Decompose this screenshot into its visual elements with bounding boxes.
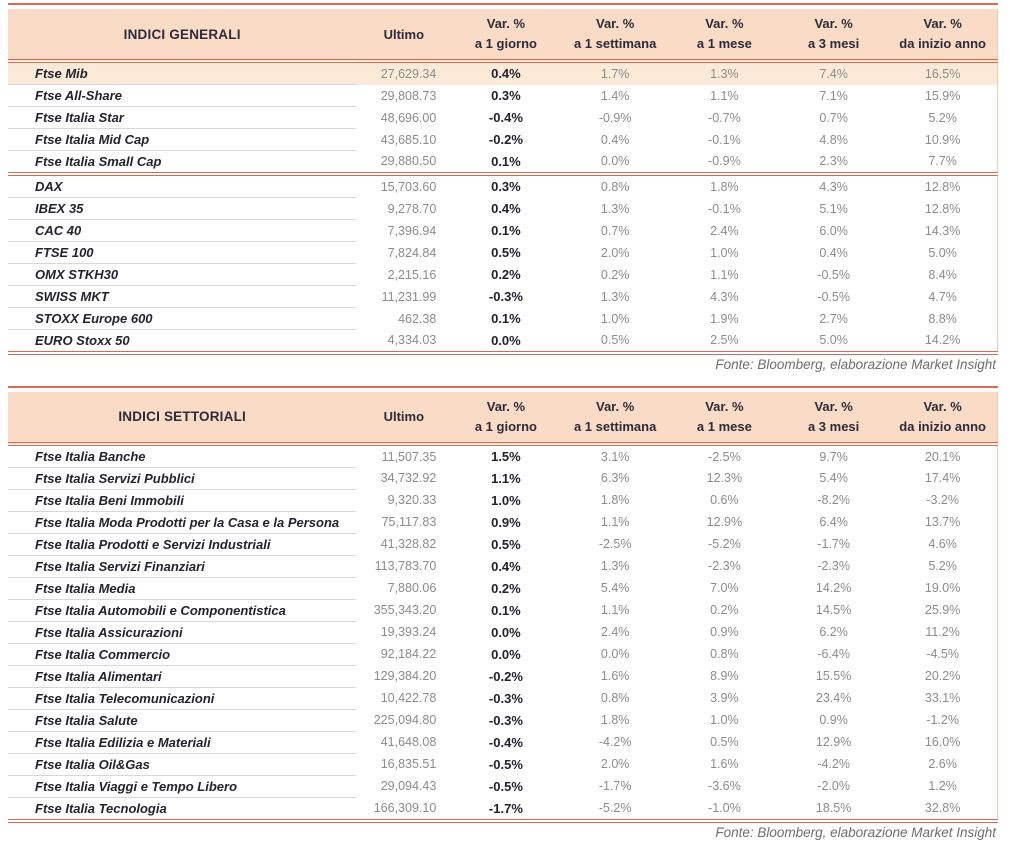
index-row: [8, 775, 998, 797]
var-label: Var. %: [486, 15, 526, 31]
var-1w-value: -1.7%: [598, 779, 632, 794]
var-3m-value: -8.2%: [817, 493, 850, 508]
index-name: Ftse Italia Mid Cap: [8, 129, 356, 151]
var-ytd-value: 20.1%: [924, 449, 961, 464]
index-row: [8, 599, 998, 621]
index-name: Ftse Italia Servizi Pubblici: [8, 467, 356, 489]
var-1w-value: 0.8%: [600, 179, 630, 194]
var-1d-value: 0.0%: [451, 330, 560, 354]
col-header-var-ytd: [888, 392, 997, 444]
index-row: [8, 797, 998, 821]
var-1d-value: -0.5%: [488, 778, 523, 794]
var-1d-value: -0.2%: [488, 132, 523, 147]
var-ytd-value: 8.8%: [928, 311, 957, 326]
var-ytd-value: 5.2%: [928, 559, 957, 574]
var-1w-value: 0.0%: [561, 151, 670, 175]
index-name: Ftse Italia Prodotti e Servizi Industriali: [8, 533, 356, 555]
last-value: 48,696.00: [380, 110, 437, 125]
period-label: a 1 mese: [696, 36, 752, 51]
last-value: 29,094.43: [380, 779, 437, 794]
var-1m-value: -3.6%: [708, 779, 741, 794]
var-1d-value: 1.1%: [491, 470, 521, 486]
var-1m-value: 1.1%: [710, 88, 739, 103]
index-row: [8, 577, 998, 599]
var-1d-value: 0.0%: [491, 646, 521, 662]
var-1m-value: 2.5%: [670, 330, 779, 354]
var-1m-value: -1.0%: [670, 797, 779, 821]
last-value: 75,117.83: [381, 515, 437, 530]
var-3m-value: 14.5%: [815, 603, 852, 618]
sector-indices-table: [8, 386, 998, 842]
var-3m-value: -4.2%: [817, 757, 850, 772]
var-1m-value: -0.1%: [708, 201, 741, 216]
index-row: [8, 242, 998, 264]
header-row: [8, 9, 998, 61]
col-header-var-3m: [779, 9, 888, 61]
var-1w-value: -4.2%: [598, 735, 632, 750]
index-name: Ftse Italia Banche: [8, 444, 356, 468]
var-ytd-value: 8.4%: [928, 267, 957, 282]
col-header-var-1w: [561, 392, 670, 444]
var-3m-value: 9.7%: [819, 449, 848, 464]
var-1m-value: -0.7%: [708, 110, 741, 125]
var-1w-value: 1.0%: [600, 311, 630, 326]
table-title: INDICI SETTORIALI: [8, 392, 356, 444]
var-ytd-value: 7.7%: [888, 151, 997, 175]
col-header-var-ytd: [888, 9, 997, 61]
period-label: da inizio anno: [899, 36, 986, 51]
last-value: 34,732.92: [380, 471, 437, 486]
var-1m-value: -2.5%: [708, 449, 741, 464]
var-1w-value: -5.2%: [561, 797, 670, 821]
var-3m-value: 7.4%: [779, 61, 888, 85]
col-header-ultimo: Ultimo: [356, 392, 451, 444]
var-3m-value: 6.2%: [819, 625, 848, 640]
index-row: [8, 665, 998, 687]
var-3m-value: 18.5%: [779, 797, 888, 821]
var-1d-value: -0.4%: [488, 734, 523, 750]
index-name: Ftse Italia Viaggi e Tempo Libero: [8, 775, 356, 797]
index-name: Ftse Italia Servizi Finanziari: [8, 555, 356, 577]
var-ytd-value: 4.7%: [928, 289, 957, 304]
last-value: 27,629.34: [356, 61, 451, 85]
index-name: Ftse Mib: [8, 61, 356, 85]
var-1d-value: 0.1%: [491, 602, 521, 618]
last-value: 41,648.08: [380, 735, 437, 750]
index-name: SWISS MKT: [8, 286, 356, 308]
col-header-var-1m: [670, 392, 779, 444]
var-ytd-value: 19.0%: [924, 581, 961, 596]
col-header-var-1m: [670, 9, 779, 61]
var-1m-value: 1.0%: [710, 245, 739, 260]
var-1w-value: 1.3%: [600, 289, 630, 304]
var-3m-value: 23.4%: [815, 691, 852, 706]
var-label: Var. %: [705, 398, 744, 414]
var-1m-value: 8.9%: [710, 669, 739, 684]
period-label: a 3 mesi: [807, 36, 860, 51]
last-value: 10,422.78: [380, 691, 437, 706]
var-3m-value: 7.1%: [819, 88, 848, 103]
last-value: 7,396.94: [387, 223, 437, 238]
index-row: [8, 511, 998, 533]
var-1w-value: 0.4%: [600, 132, 630, 147]
var-3m-value: 5.0%: [779, 330, 888, 354]
col-header-ultimo: Ultimo: [356, 9, 451, 61]
index-name: Ftse Italia Salute: [8, 709, 356, 731]
index-name: IBEX 35: [8, 198, 356, 220]
period-label: a 1 settimana: [573, 418, 657, 434]
var-1d-value: 0.5%: [491, 536, 521, 552]
var-ytd-value: 1.2%: [928, 779, 957, 794]
var-3m-value: -6.4%: [817, 647, 850, 662]
var-ytd-value: 14.2%: [888, 330, 997, 354]
var-1m-value: 3.9%: [710, 691, 739, 706]
general-indices-grid: [8, 9, 998, 355]
var-1w-value: 2.0%: [600, 757, 630, 772]
index-name: Ftse Italia Star: [8, 107, 356, 129]
col-header-var-3m: [779, 392, 888, 444]
var-3m-value: -2.3%: [817, 559, 850, 574]
var-1m-value: 0.2%: [710, 603, 739, 618]
last-value: 7,824.84: [387, 245, 437, 260]
general-indices-table: [8, 3, 998, 374]
last-value: 11,231.99: [381, 289, 437, 304]
var-3m-value: -0.5%: [817, 267, 850, 282]
index-name: Ftse Italia Media: [8, 577, 356, 599]
var-1w-value: 1.3%: [600, 559, 630, 574]
var-3m-value: 0.9%: [819, 713, 848, 728]
index-row: [8, 753, 998, 775]
period-label: a 1 giorno: [474, 36, 537, 51]
var-ytd-value: 12.8%: [924, 179, 961, 194]
var-ytd-value: 17.4%: [924, 471, 961, 486]
index-name: Ftse Italia Tecnologia: [8, 797, 356, 821]
var-ytd-value: 33.1%: [924, 691, 961, 706]
index-row: [8, 107, 998, 129]
var-ytd-value: 12.8%: [924, 201, 961, 216]
last-value: 355,343.20: [373, 603, 437, 618]
var-1w-value: 5.4%: [600, 581, 630, 596]
last-value: 11,507.35: [381, 449, 437, 464]
var-1d-value: 0.4%: [451, 61, 560, 85]
var-1d-value: -0.4%: [488, 110, 523, 125]
var-1w-value: 2.4%: [600, 625, 630, 640]
index-row: [8, 533, 998, 555]
index-name: OMX STKH30: [8, 264, 356, 286]
var-3m-value: 2.3%: [779, 151, 888, 175]
var-ytd-value: 20.2%: [924, 669, 961, 684]
var-ytd-value: -4.5%: [926, 647, 959, 662]
index-row: [8, 467, 998, 489]
var-1w-value: 1.4%: [600, 88, 630, 103]
source-note: Fonte: Bloomberg, elaborazione Market Insight: [715, 824, 996, 840]
index-name: Ftse Italia Automobili e Componentistica: [8, 599, 356, 621]
index-row: [8, 61, 998, 85]
var-1d-value: 0.1%: [451, 151, 560, 175]
source-note: Fonte: Bloomberg, elaborazione Market Insight: [715, 357, 996, 372]
var-1m-value: 0.9%: [710, 625, 739, 640]
index-name: Ftse Italia Commercio: [8, 643, 356, 665]
var-label: Var. %: [923, 398, 962, 414]
period-label: a 1 settimana: [573, 36, 657, 51]
var-label: Var. %: [595, 15, 635, 31]
var-ytd-value: 2.6%: [928, 757, 957, 772]
var-1m-value: -2.3%: [708, 559, 741, 574]
var-3m-value: 0.7%: [819, 110, 848, 125]
index-name: Ftse Italia Small Cap: [8, 151, 356, 175]
index-row: [8, 198, 998, 220]
index-name: Ftse Italia Moda Prodotti per la Casa e la Persona: [8, 511, 356, 533]
var-3m-value: 2.7%: [819, 311, 848, 326]
var-3m-value: 4.8%: [819, 132, 848, 147]
last-value: 19,393.24: [380, 625, 437, 640]
var-ytd-value: 11.2%: [925, 625, 960, 640]
index-row: [8, 687, 998, 709]
var-3m-value: 5.1%: [819, 201, 848, 216]
var-1m-value: 1.0%: [710, 713, 739, 728]
last-value: 129,384.20: [373, 669, 437, 684]
var-1m-value: -0.1%: [708, 132, 741, 147]
var-1d-value: 0.3%: [491, 88, 521, 103]
last-value: 7,880.06: [387, 581, 437, 596]
index-row: [8, 621, 998, 643]
last-value: 9,320.33: [387, 493, 437, 508]
last-value: 29,808.73: [380, 88, 437, 103]
last-value: 166,309.10: [356, 797, 451, 821]
period-label: a 1 giorno: [474, 418, 537, 434]
index-name: FTSE 100: [8, 242, 356, 264]
var-1w-value: -2.5%: [598, 537, 632, 552]
last-value: 29,880.50: [356, 151, 451, 175]
var-1w-value: 1.1%: [600, 515, 630, 530]
period-label: a 1 mese: [696, 418, 752, 434]
index-row: [8, 643, 998, 665]
var-3m-value: 15.5%: [815, 669, 852, 684]
last-value: 15,703.60: [380, 179, 437, 194]
var-1m-value: 1.9%: [710, 311, 739, 326]
var-1d-value: 0.3%: [491, 179, 521, 195]
var-ytd-value: 16.5%: [888, 61, 997, 85]
var-1m-value: 0.5%: [710, 735, 739, 750]
last-value: 16,835.51: [380, 757, 437, 772]
var-1d-value: 0.4%: [491, 201, 521, 216]
var-1m-value: 7.0%: [710, 581, 739, 596]
var-label: Var. %: [486, 398, 526, 414]
var-1d-value: 0.0%: [491, 624, 521, 640]
var-1w-value: 2.0%: [600, 245, 630, 260]
var-1m-value: 12.9%: [706, 515, 743, 530]
var-1m-value: 12.3%: [706, 471, 743, 486]
var-1w-value: 0.5%: [561, 330, 670, 354]
var-1d-value: -0.3%: [488, 289, 523, 304]
index-row: [8, 174, 998, 198]
last-value: 41,328.82: [380, 537, 437, 552]
var-1w-value: 1.8%: [600, 713, 630, 728]
var-1d-value: -0.3%: [488, 712, 523, 728]
index-row: [8, 330, 998, 354]
index-name: DAX: [8, 174, 356, 198]
var-ytd-value: 16.0%: [924, 735, 961, 750]
var-3m-value: 6.0%: [819, 223, 848, 238]
var-1d-value: 1.0%: [491, 492, 521, 508]
index-row: [8, 264, 998, 286]
var-ytd-value: 14.3%: [924, 223, 961, 238]
index-row: [8, 286, 998, 308]
var-label: Var. %: [814, 15, 853, 31]
col-header-var-1d: [451, 9, 560, 61]
var-1w-value: 1.8%: [600, 493, 630, 508]
sector-indices-grid: [8, 392, 998, 823]
var-ytd-value: 4.6%: [928, 537, 957, 552]
var-1d-value: 0.2%: [491, 580, 521, 596]
index-name: Ftse Italia Telecomunicazioni: [8, 687, 356, 709]
index-row: [8, 489, 998, 511]
index-name: STOXX Europe 600: [8, 308, 356, 330]
var-1w-value: 0.7%: [600, 223, 630, 238]
last-value: 9,278.70: [387, 201, 437, 216]
var-1d-value: 0.1%: [491, 311, 521, 326]
var-3m-value: -1.7%: [817, 537, 850, 552]
index-row: [8, 555, 998, 577]
var-3m-value: -2.0%: [817, 779, 850, 794]
index-row: [8, 709, 998, 731]
var-1w-value: 0.8%: [600, 691, 630, 706]
header-row: [8, 392, 998, 444]
index-row: [8, 151, 998, 175]
var-3m-value: -0.5%: [817, 289, 850, 304]
var-1d-value: -0.5%: [488, 756, 523, 772]
var-1w-value: 0.2%: [600, 267, 630, 282]
index-name: Ftse Italia Alimentari: [8, 665, 356, 687]
var-3m-value: 0.4%: [819, 245, 848, 260]
var-1d-value: 0.9%: [491, 514, 521, 530]
last-value: 92,184.22: [380, 647, 437, 662]
last-value: 2,215.16: [387, 267, 437, 282]
var-3m-value: 5.4%: [819, 471, 848, 486]
var-ytd-value: -3.2%: [926, 493, 959, 508]
var-1w-value: 1.7%: [561, 61, 670, 85]
period-label: a 3 mesi: [807, 418, 860, 434]
var-1w-value: 3.1%: [600, 449, 630, 464]
var-label: Var. %: [705, 15, 744, 31]
var-3m-value: 4.3%: [819, 179, 848, 194]
var-ytd-value: 5.2%: [928, 110, 957, 125]
var-1m-value: 1.8%: [710, 179, 739, 194]
col-header-var-1d: [451, 392, 560, 444]
index-name: Ftse Italia Beni Immobili: [8, 489, 356, 511]
var-ytd-value: 32.8%: [888, 797, 997, 821]
var-1w-value: 0.0%: [600, 647, 630, 662]
var-1d-value: 0.5%: [491, 245, 521, 260]
var-1m-value: -0.9%: [670, 151, 779, 175]
col-header-var-1w: [561, 9, 670, 61]
var-3m-value: 14.2%: [815, 581, 852, 596]
var-ytd-value: 25.9%: [924, 603, 961, 618]
var-ytd-value: 5.0%: [928, 245, 957, 260]
table-title: INDICI GENERALI: [8, 9, 356, 61]
var-label: Var. %: [814, 398, 853, 414]
index-row: [8, 220, 998, 242]
last-value: 225,094.80: [373, 713, 437, 728]
index-name: EURO Stoxx 50: [8, 330, 356, 354]
var-1w-value: 1.3%: [600, 201, 630, 216]
last-value: 43,685.10: [380, 132, 437, 147]
index-name: Ftse All-Share: [8, 85, 356, 107]
var-1d-value: -0.2%: [488, 668, 523, 684]
var-1d-value: 0.1%: [491, 223, 521, 238]
period-label: da inizio anno: [899, 418, 986, 434]
var-1m-value: -5.2%: [708, 537, 741, 552]
var-1w-value: 1.1%: [600, 603, 630, 618]
var-1m-value: 1.1%: [710, 267, 739, 282]
var-1d-value: 1.5%: [491, 449, 521, 465]
var-3m-value: 12.9%: [815, 735, 852, 750]
index-name: Ftse Italia Oil&Gas: [8, 753, 356, 775]
last-value: 462.38: [398, 311, 437, 326]
index-name: Ftse Italia Edilizia e Materiali: [8, 731, 356, 753]
var-ytd-value: 13.7%: [924, 515, 961, 530]
var-1m-value: 2.4%: [710, 223, 739, 238]
last-value: 113,783.70: [374, 559, 437, 574]
var-3m-value: 6.4%: [819, 515, 848, 530]
var-label: Var. %: [923, 15, 962, 31]
var-label: Var. %: [595, 398, 635, 414]
var-1m-value: 0.6%: [710, 493, 739, 508]
last-value: 4,334.03: [356, 330, 451, 354]
var-ytd-value: 15.9%: [924, 88, 961, 103]
var-1m-value: 1.3%: [670, 61, 779, 85]
index-row: [8, 731, 998, 753]
var-ytd-value: -1.2%: [926, 713, 959, 728]
var-1m-value: 4.3%: [710, 289, 739, 304]
var-1d-value: 0.2%: [491, 267, 521, 282]
var-1m-value: 0.8%: [710, 647, 739, 662]
var-1m-value: 1.6%: [710, 757, 739, 772]
var-1w-value: -0.9%: [598, 110, 632, 125]
var-1d-value: 0.4%: [491, 558, 521, 574]
index-row: [8, 444, 998, 468]
var-1d-value: -1.7%: [451, 797, 560, 821]
index-name: Ftse Italia Assicurazioni: [8, 621, 356, 643]
index-name: CAC 40: [8, 220, 356, 242]
index-row: [8, 308, 998, 330]
var-ytd-value: 10.9%: [924, 132, 961, 147]
var-1d-value: -0.3%: [488, 690, 523, 706]
index-row: [8, 129, 998, 151]
var-1w-value: 1.6%: [600, 669, 630, 684]
index-row: [8, 85, 998, 107]
var-1w-value: 6.3%: [600, 471, 630, 486]
